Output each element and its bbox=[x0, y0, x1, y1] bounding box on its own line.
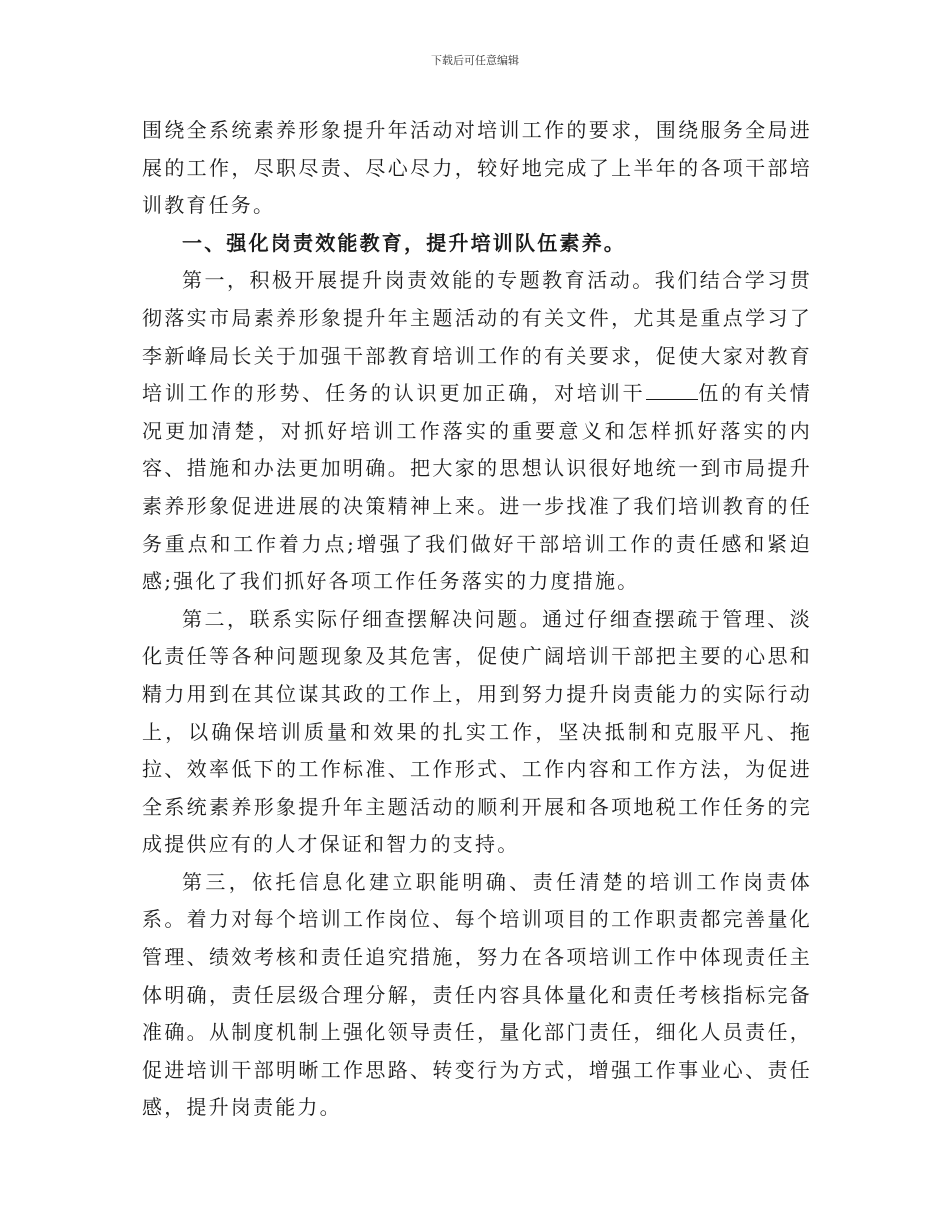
document-body bbox=[142, 112, 812, 1127]
paragraph-first-part1: 第一，积极开展提升岗责效能的专题教育活动。我们结合学习贯彻落实市局素养形象提升年主题活动的有关文件，尤其是重点学习了李新峰局长关于加强干部教育培训工作的有关要求，促使大家对教育培训工作的形势、任务的认识更加正确，对培训干 bbox=[142, 268, 812, 406]
section-heading: 一、强化岗责效能教育，提升培训队伍素养。 bbox=[182, 230, 626, 255]
blank-underline bbox=[646, 381, 698, 400]
paragraph-third: 第三，依托信息化建立职能明确、责任清楚的培训工作岗责体系。着力对每个培训工作岗位、每个培训项目的工作职责都完善量化管理、绩效考核和责任追究措施，努力在各项培训工作中体现责任主体明确，责任层级合理分解，责任内容具体量化和责任考核指标完备准确。从制度机制上强化领导责任，量化部门责任，细化人员责任，促进培训干部明晰工作思路、转变行为方式，增强工作事业心、责任感，提升岗责能力。 bbox=[142, 869, 812, 1120]
intro-paragraph: 围绕全系统素养形象提升年活动对培训工作的要求，围绕服务全局进展的工作，尽职尽责、尽心尽力，较好地完成了上半年的各项干部培训教育任务。 bbox=[142, 118, 812, 218]
page-header-note: 下载后可任意编辑 bbox=[431, 54, 519, 67]
paragraph-first-part2: 伍的有关情况更加清楚，对抓好培训工作落实的重要意义和怎样抓好落实的内容、措施和办法更加明确。把大家的思想认识很好地统一到市局提升素养形象促进进展的决策精神上来。进一步找准了我们培训教育的任务重点和工作着力点;增强了我们做好干部培训工作的责任感和紧迫感;强化了我们抓好各项工作任务落实的力度措施。 bbox=[142, 381, 813, 594]
paragraph-first bbox=[142, 262, 812, 600]
paragraph-second: 第二，联系实际仔细查摆解决问题。通过仔细查摆疏于管理、淡化责任等各种问题现象及其危害，促使广阔培训干部把主要的心思和精力用到在其位谋其政的工作上，用到努力提升岗责能力的实际行动上，以确保培训质量和效果的扎实工作，坚决抵制和克服平凡、拖拉、效率低下的工作标准、工作形式、工作内容和工作方法，为促进全系统素养形象提升年主题活动的顺利开展和各项地税工作任务的完成提供应有的人才保证和智力的支持。 bbox=[142, 606, 812, 857]
